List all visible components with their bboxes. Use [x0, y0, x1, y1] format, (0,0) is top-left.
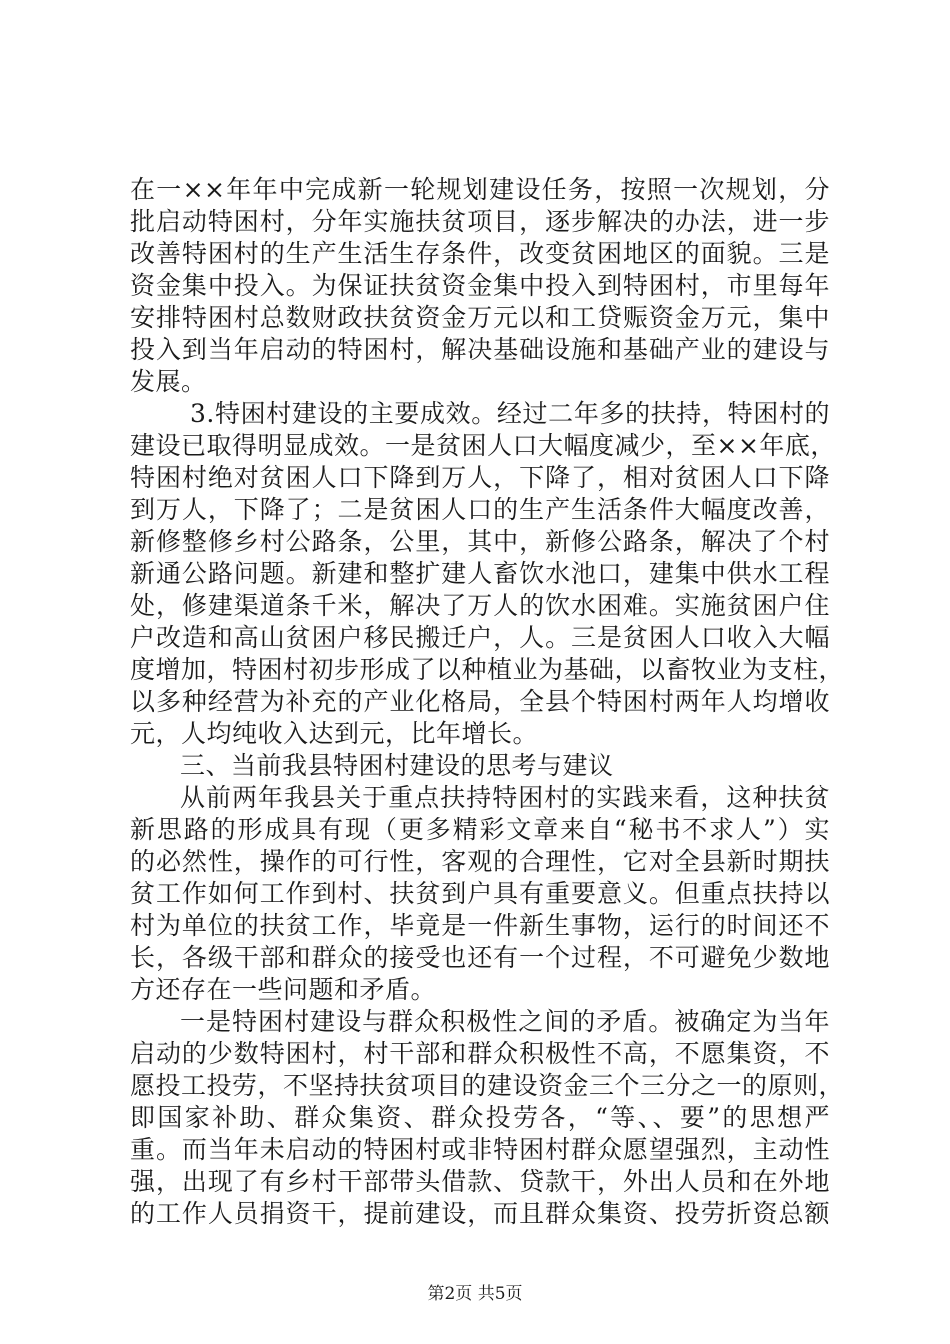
body-line: 即国家补助、群众集资、群众投劳各，“等、、要”的思想严 [130, 1103, 830, 1132]
body-line: 以多种经营为补充的产业化格局，全县个特困村两年人均增收 [130, 687, 830, 716]
body-line: 新修整修乡村公路条，公里，其中，新修公路条，解决了个村 [130, 527, 830, 556]
body-line: 长，各级干部和群众的接受也还有一个过程，不可避免少数地 [130, 943, 830, 972]
section-heading: 三、当前我县特困村建设的思考与建议 [180, 751, 614, 780]
body-line: 建设已取得明显成效。一是贫困人口大幅度减少，至××年底， [130, 431, 836, 460]
body-line: 新通公路问题。新建和整扩建人畜饮水池口，建集中供水工程 [130, 559, 830, 588]
body-line: 元，人均纯收入达到元，比年增长。 [130, 719, 539, 748]
body-line: 度增加，特困村初步形成了以种植业为基础，以畜牧业为支柱， [130, 655, 845, 684]
body-line: 的工作人员捐资干，提前建设，而且群众集资、投劳折资总额 [130, 1199, 830, 1228]
body-line: 安排特困村总数财政扶贫资金万元以和工贷赈资金万元，集中 [130, 303, 830, 332]
body-line: 从前两年我县关于重点扶持特困村的实践来看，这种扶贫 [180, 783, 830, 812]
body-line: 重。而当年未启动的特困村或非特困村群众愿望强烈，主动性 [130, 1135, 830, 1164]
body-line: 愿投工投劳，不坚持扶贫项目的建设资金三个三分之一的原则， [130, 1071, 845, 1100]
body-line: 启动的少数特困村，村干部和群众积极性不高，不愿集资，不 [130, 1039, 830, 1068]
body-line: 贫工作如何工作到村、扶贫到户具有重要意义。但重点扶持以 [130, 879, 830, 908]
body-line: 批启动特困村，分年实施扶贫项目，逐步解决的办法，进一步 [130, 207, 830, 236]
body-line: 强，出现了有乡村干部带头借款、贷款干，外出人员和在外地 [130, 1167, 830, 1196]
body-line: 特困村绝对贫困人口下降到万人，下降了，相对贫困人口下降 [130, 463, 830, 492]
body-line: 处，修建渠道条千米，解决了万人的饮水困难。实施贫困户住 [130, 591, 830, 620]
body-line: 资金集中投入。为保证扶贫资金集中投入到特困村，市里每年 [130, 271, 830, 300]
page-footer: 第2页 共5页 [427, 1284, 523, 1304]
body-line: 发展。 [130, 367, 207, 396]
body-line: 新思路的形成具有现（更多精彩文章来自“秘书不求人”）实 [130, 815, 830, 844]
body-line: 到万人，下降了；二是贫困人口的生产生活条件大幅度改善， [130, 495, 830, 524]
body-line: 户改造和高山贫困户移民搬迁户，人。三是贫困人口收入大幅 [130, 623, 830, 652]
body-line: 在一××年年中完成新一轮规划建设任务，按照一次规划，分 [130, 175, 830, 204]
body-line: 村为单位的扶贫工作，毕竟是一件新生事物，运行的时间还不 [130, 911, 830, 940]
body-line: 方还存在一些问题和矛盾。 [130, 975, 437, 1004]
section-heading: 3.特困村建设的主要成效。经过二年多的扶持，特困村的 [190, 399, 830, 428]
body-line: 改善特困村的生产生活生存条件，改变贫困地区的面貌。三是 [130, 239, 830, 268]
body-line: 的必然性，操作的可行性，客观的合理性，它对全县新时期扶 [130, 847, 830, 876]
body-line: 一是特困村建设与群众积极性之间的矛盾。被确定为当年 [180, 1007, 830, 1036]
body-line: 投入到当年启动的特困村，解决基础设施和基础产业的建设与 [130, 335, 830, 364]
